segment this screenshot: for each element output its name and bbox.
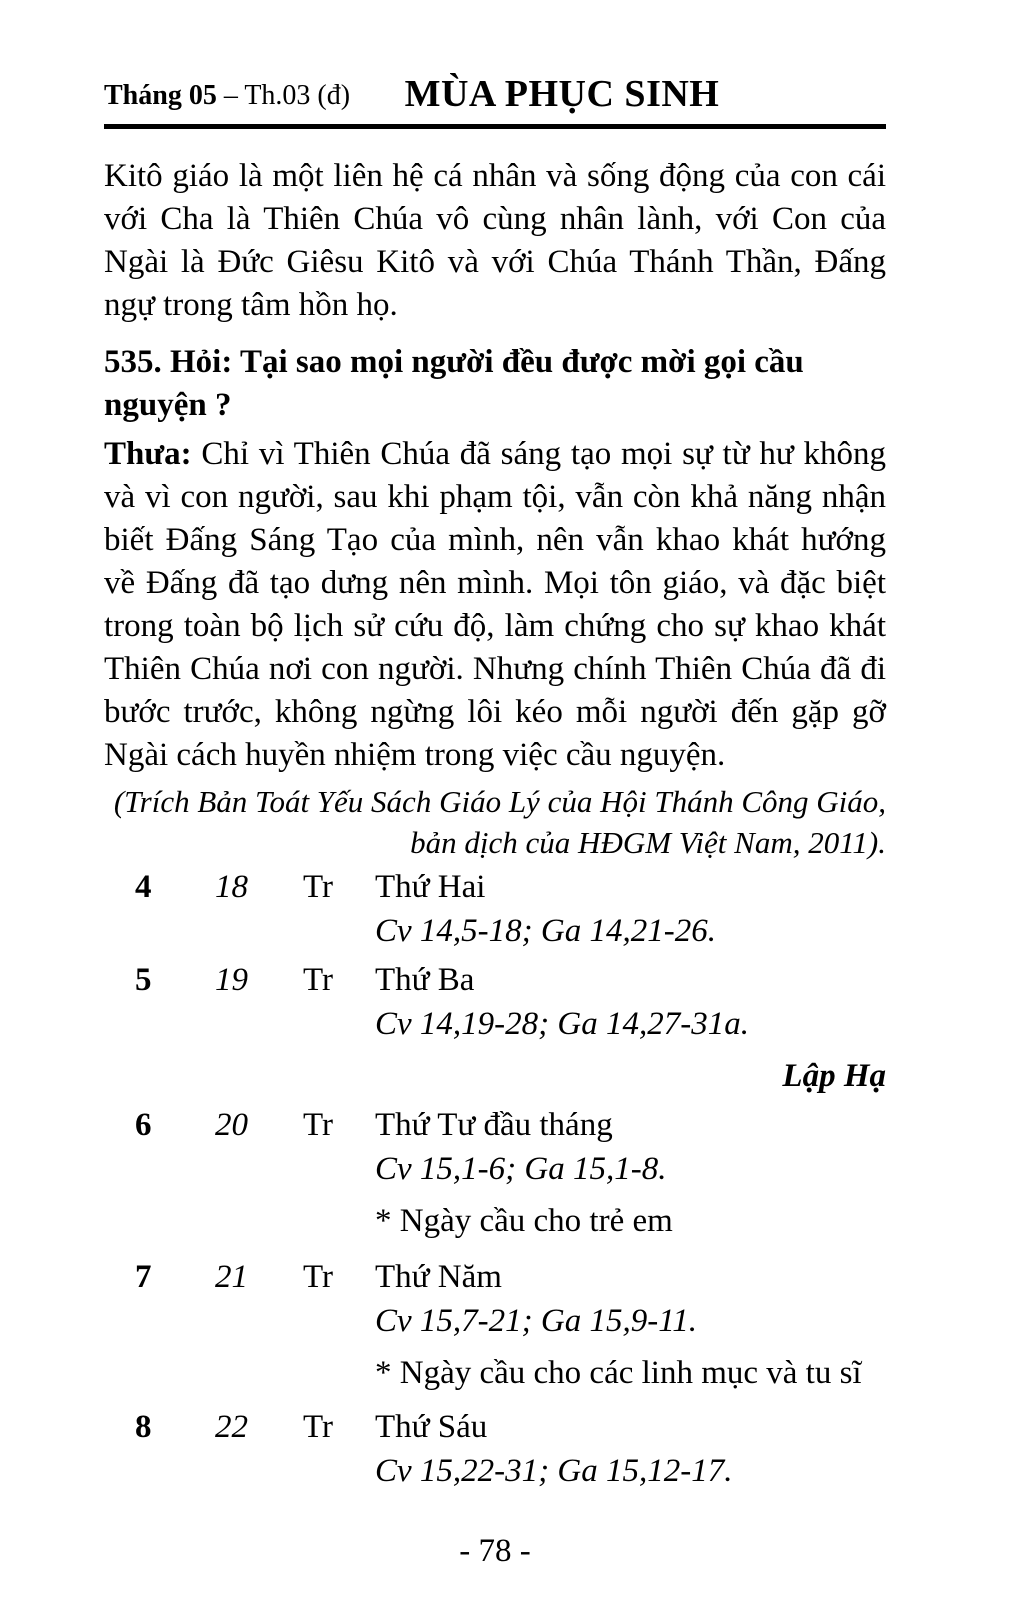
catechism-answer bbox=[104, 433, 886, 777]
prayer-intention-note: * Ngày cầu cho các linh mục và tu sĩ bbox=[375, 1355, 862, 1391]
readings: Cv 15,22-31; Ga 15,12-17. bbox=[375, 1453, 733, 1489]
calendar-row bbox=[104, 1405, 886, 1449]
calendar-entry bbox=[104, 1255, 886, 1395]
intro-paragraph: Kitô giáo là một liên hệ cá nhân và sống động của con cái với Cha là Thiên Chúa vô cùng nhân lành, với Con của Ngài là Đức Giêsu Kitô và với Chúa Thánh Thần, Đấng ngự trong tâm hồn họ. bbox=[104, 158, 886, 323]
liturgical-color: Tr bbox=[303, 1107, 333, 1143]
calendar-entry bbox=[104, 1405, 886, 1493]
liturgical-color: Tr bbox=[303, 962, 333, 998]
citation-block bbox=[104, 781, 886, 863]
day-name: Thứ Hai bbox=[375, 869, 486, 905]
solar-date: 7 bbox=[135, 1259, 152, 1295]
answer-body: Chỉ vì Thiên Chúa đã sáng tạo mọi sự từ hư không và vì con người, sau khi phạm tội, vẫn còn khả năng nhận biết Đấng Sáng Tạo của mình, nên vẫn khao khát hướng về Đấng đã tạo dưng nên mình. Mọi tôn giáo, và đặc biệt trong toàn bộ lịch sử cứu độ, làm chứng cho sự khao khát Thiên Chúa nơi con người. Nhưng chính Thiên Chúa đã đi bước trước, không ngừng lôi kéo mỗi người đến gặp gỡ Ngài cách huyền nhiệm trong việc cầu nguyện. bbox=[104, 436, 886, 773]
day-name: Thứ Tư đầu tháng bbox=[375, 1107, 613, 1143]
header-divider bbox=[104, 124, 886, 129]
citation-line-2: bản dịch của HĐGM Việt Nam, 2011). bbox=[410, 825, 886, 860]
readings: Cv 15,7-21; Ga 15,9-11. bbox=[375, 1303, 698, 1339]
answer-label: Thưa: bbox=[104, 436, 192, 472]
citation-line-1: (Trích Bản Toát Yếu Sách Giáo Lý của Hội Thánh Công Giáo, bbox=[113, 784, 886, 819]
day-name: Thứ Năm bbox=[375, 1259, 502, 1295]
solar-term-note: Lập Hạ bbox=[782, 1058, 886, 1094]
header-month-rest: – Th.03 (đ) bbox=[216, 80, 351, 111]
solar-date: 5 bbox=[135, 962, 152, 998]
lunar-date: 22 bbox=[215, 1409, 248, 1445]
season-title: MÙA PHỤC SINH bbox=[404, 73, 720, 115]
page-header bbox=[104, 73, 886, 116]
liturgical-color: Tr bbox=[303, 1409, 333, 1445]
solar-date: 6 bbox=[135, 1107, 152, 1143]
liturgical-color: Tr bbox=[303, 1259, 333, 1295]
liturgical-color: Tr bbox=[303, 869, 333, 905]
calendar-row bbox=[104, 865, 886, 909]
header-month-bold: Tháng 05 bbox=[104, 80, 217, 111]
lunar-date: 19 bbox=[215, 962, 248, 998]
lunar-date: 20 bbox=[215, 1107, 248, 1143]
solar-date: 4 bbox=[135, 869, 152, 905]
prayer-intention-note: * Ngày cầu cho trẻ em bbox=[375, 1203, 673, 1239]
calendar-row bbox=[104, 1255, 886, 1299]
calendar-entry bbox=[104, 958, 886, 1046]
day-name: Thứ Sáu bbox=[375, 1409, 488, 1445]
page-number: - 78 - bbox=[459, 1533, 531, 1569]
lunar-date: 18 bbox=[215, 869, 248, 905]
day-name: Thứ Ba bbox=[375, 962, 475, 998]
catechism-question: 535. Hỏi: Tại sao mọi người đều được mời gọi cầu nguyện ? bbox=[104, 344, 804, 423]
readings: Cv 15,1-6; Ga 15,1-8. bbox=[375, 1151, 667, 1187]
calendar-entry bbox=[104, 1103, 886, 1243]
readings: Cv 14,19-28; Ga 14,27-31a. bbox=[375, 1006, 749, 1042]
lunar-date: 21 bbox=[215, 1259, 248, 1295]
calendar-entry bbox=[104, 865, 886, 953]
calendar-row bbox=[104, 958, 886, 1002]
calendar-row bbox=[104, 1103, 886, 1147]
solar-date: 8 bbox=[135, 1409, 152, 1445]
readings: Cv 14,5-18; Ga 14,21-26. bbox=[375, 913, 716, 949]
